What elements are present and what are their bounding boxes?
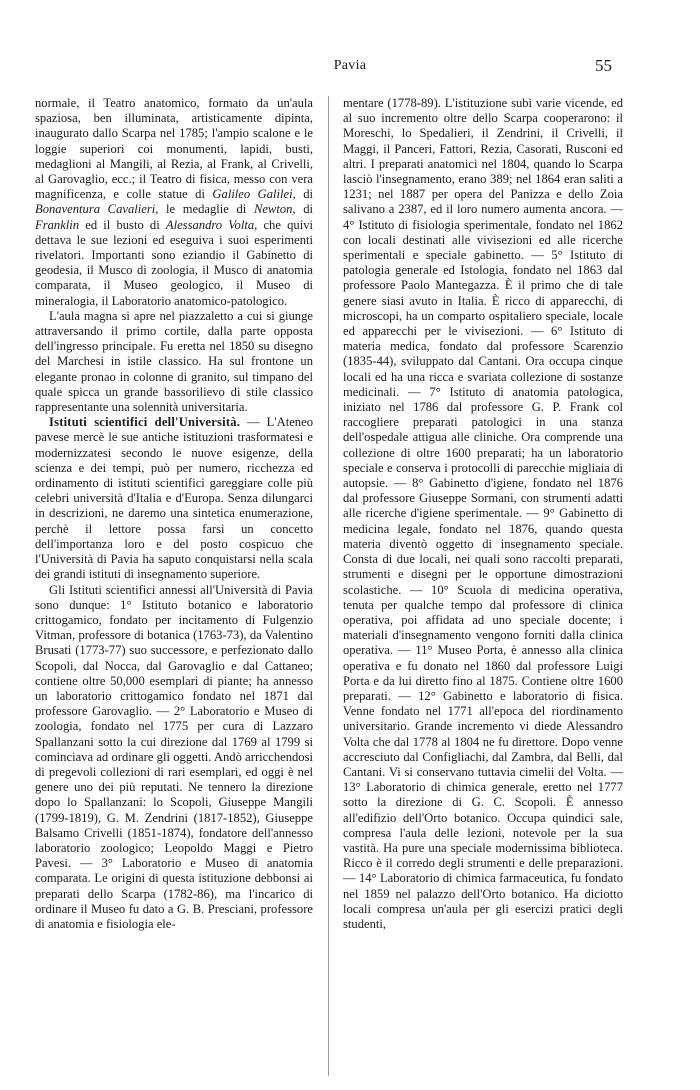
text-span: — L'Ateneo pavese mercè le sue antiche istituzioni trasformatesi e modernizzatesi secondo le nuove esigenze, della scienza e dei tempi, può per numero, ricchezza ed ordinamento di istituti scientifici gareggiare colle più celebri università d'Italia e d'Europa. Senza dilungarci in descrizioni, ne daremo una sintetica enumerazione, perchè il lettore possa farsi un concetto dell'importanza loro e del posto cospicuo che l'Università di Pavia ha saputo conquistarsi nella scala dei grandi istituti di insegnamento superiore.	[35, 415, 313, 582]
name-galileo: Galileo Galilei	[212, 187, 293, 202]
paragraph-continuation: mentare (1778-89). L'istituzione subì varie vicende, ed al suo incremento oltre dello Scarpa cooperarono: il Moreschi, lo Spedalieri, il Zendrini, il Crivelli, il Maggi, il Panceri, Fattori, Rezia, Casorati, Rusconi ed altri. I preparati anatomici nel 1804, quando lo Scarpa lasciò l'insegnamento, erano 389; nel 1864 eran saliti a 1231; nel 1887 per opera del Panizza e dello Zoia salivano a 2387, ed il loro numero aumenta ancora. — 4° Istituto di fisiologia sperimentale, fondato nel 1862 con locali destinati alle vivisezioni ed alle ricerche sperimentali e speciale gabinetto. — 5° Istituto di patologia generale ed Istologia, fondato nel 1863 dal professore Paolo Mantegazza. È il primo che di tale genere siasi avuto in Italia. È ricco di apparecchi, di microscopi, ha un compartо ospitaliero speciale, locale ed apparecchi per le vivisezioni. — 6° Istituto di materia medica, fondato dal professore Scarenzio (1835-44), sviluppato dal Cantani. Ora occupa cinque locali ed ha una ricca e svariata collezione di sostanze medicinali. — 7° Istituto di anatomia patologica, iniziato nel 1786 dal professore G. P. Frank col raccogliere preparati patologici in una stanza dell'ospedale attigua alle cliniche. Ora comprende una collezione di oltre 1600 preparati; ha un laboratorio speciale e conserva i protocolli di parecchie migliaia di autopsie. — 8° Gabinetto d'igiene, fondato nel 1876 dal professore Giuseppe Sormani, con strumenti adatti alle ricerche d'igiene sperimentale. — 9° Gabinetto di medicina legale, fondato nel 1876, quando questa materia diventò oggetto di insegnamento speciale. Consta di due locali, nei quali sono raccolti preparati, strumenti e disegni per le opportune dimostrazioni scolastiche. — 10° Scuola di medicina operativa, tenuta per qualche tempo dal professore di clinica operativa, poi affidata ad uno speciale docente; i materiali d'insegnamento vengono forniti dalla clinica operativa. — 11° Museo Porta, è annesso alla clinica operativa e fu donato nel 1860 dal professore Luigi Porta e da lui diretto fino al 1875. Contiene oltre 1600 preparati. — 12° Gabinetto e laboratorio di fisica. Venne fondato nel 1771 all'epoca del riordinamento universitario. Grande incremento vi diede Alessandro Volta che dal 1778 al 1804 ne fu direttore. Dopo venne accresciuto dal Configliachi, dal Zambra, dal Belli, dal Cantani. Vi si conservano tuttavia cimelii del Volta. — 13° Laboratorio di chimica generale, eretto nel 1777 sotto la direzione di G. C. Scopoli. È annesso all'edifizio dell'Orto botanico. Occupa quindici sale, compresa l'aula delle lezioni, notevole per la sua vastità. Ha pure una speciale modernissima biblioteca. Ricco è il corredo degli strumenti e delle preparazioni. — 14° Laboratorio di chimica farmaceutica, fu fondato nel 1859 nel palazzo dell'Orto botanico. Ha diciotto locali compresa un'aula per gli esercizi pratici degli studenti,	[343, 96, 623, 931]
right-column	[343, 96, 623, 932]
text-span: ed il busto di	[79, 217, 166, 232]
paragraph-aula-magna: L'aula magna si apre nel piazzaletto a cui si giunge attraversando il primo cortile, dalla parte opposta dell'ingresso principale. Fu eretta nel 1850 su disegno del Marchesi in istile classico. Ha sul frontone un elegante pronao in colonne di granito, sul timpano del quale spicca un grande bassorilievo di stile classico rappresentante una solennità universitaria.	[35, 308, 313, 415]
text-span: normale, il Teatro anatomico, formato da un'aula spaziosa, ben illuminata, artisticamente dipinta, inaugurato dallo Scarpa nel 1785; l'ampio scalone e le loggie superiori coi monumenti, lapidi, busti, medaglioni al Mangili, al Rezia, al Frank, al Crivelli, al Garovaglio, ecc.; il Teatro di fisica, messo con vera magnificenza, e colle statue di	[35, 96, 313, 202]
name-franklin: Franklin	[35, 217, 80, 232]
text-span: , le medaglie di	[155, 202, 254, 217]
page-number: 55	[595, 56, 612, 75]
section-heading-istituti: Istituti scientifici dell'Università.	[49, 415, 241, 430]
text-span: , di	[292, 187, 314, 202]
left-column	[35, 96, 313, 932]
name-newton: Newton	[253, 202, 293, 217]
text-span: , di	[292, 202, 313, 217]
name-volta: Alessandro Volta	[165, 217, 255, 232]
paragraph-istituti	[35, 415, 313, 582]
column-divider	[328, 96, 329, 1076]
page-header	[0, 58, 700, 80]
paragraph-enumerazione: Gli Istituti scientifici annessi all'Università di Pavia sono dunque: 1° Istituto botanico e laboratorio crittogamico, fondato per incitamento di Fulgenzio Vitman, professore di botanica (1763-73), da Valentino Brusati (1773-77) suo successore, e perfezionato dallo Scopoli, dal Nocca, dal Garovaglio e dal Cattaneo; contiene oltre 50,000 esemplari di piante; ha annesso un laboratorio crittogamico fondato nel 1871 dal professore Garovaglio. — 2° Laboratorio e Museo di zoologia, fondato nel 1775 per cura di Lazzaro Spallanzani sotto la cui direzione dal 1769 al 1799 si cominciava ad ordinare gli oggetti. Andò arricchendosi di pregevoli collezioni di rari esemplari, ed oggi è nel genere uno dei più reputati. Ne tennero la direzione dopo lo Spallanzani: lo Scopoli, Giuseppe Mangili (1799-1819), G. M. Zendrini (1817-1852), Giuseppe Balsamo Crivelli (1851-1874), fondatore dell'annesso laboratorio zoologico; Leopoldo Maggi e Pietro Pavesi. — 3° Laboratorio e Museo di anatomia comparata. Le origini di questa istituzione debbonsi ai preparati dello Scarpa (1782-86), ma l'incarico di ordinare il Museo fu dato a G. B. Presciani, professore di anatomia e fisiologia ele-	[35, 582, 313, 931]
text-span: , che quivi dettava le sue lezioni ed eseguiva i suoi esperimenti rivelatori. Importanti sono eziandio il Gabinetto di geodesia, il Musco di zoologia, il Musco di anatomia comparata, il Museo geologico, il Museo di mineralogia, il Laboratorio anatomico-patologico.	[35, 217, 314, 308]
running-title: Pavia	[333, 58, 367, 73]
paragraph-teatro-anatomico	[35, 96, 313, 309]
name-cavalieri: Bonaventura Cavalieri	[35, 202, 156, 217]
